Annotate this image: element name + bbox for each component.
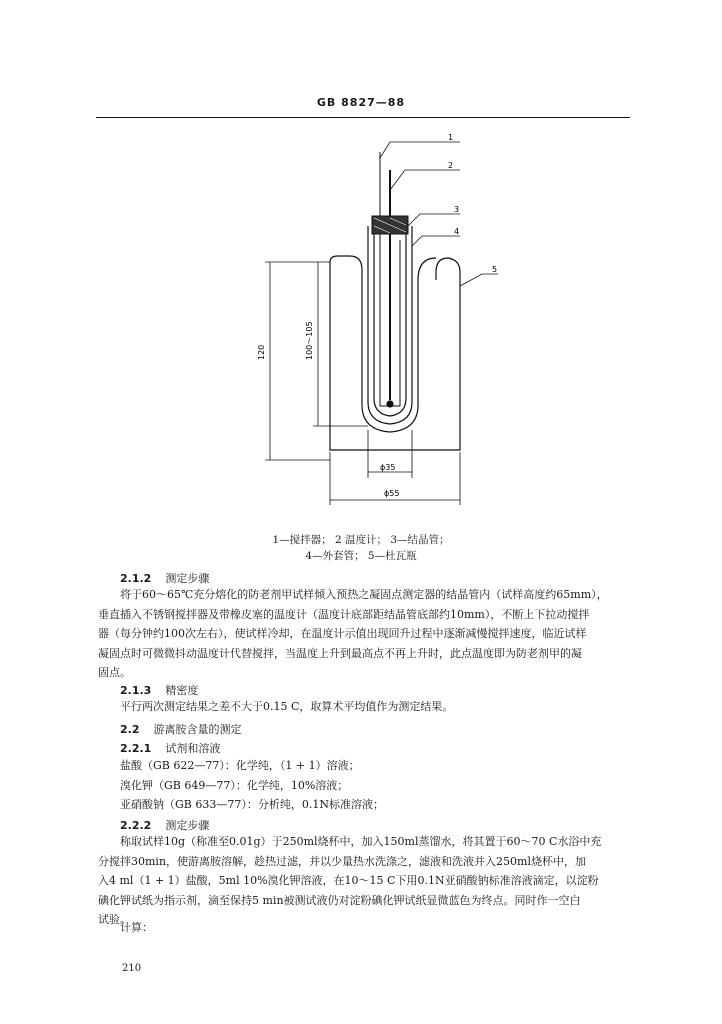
para-2-2-2: 称取试样10g（称准至0.01g）于250ml烧杯中，加入150ml蒸馏水，将其置于60～70 C水浴中充 分搅拌30min，使游离胺溶解，趁热过滤，并以少量热水洗涤之，滤液和洗液并入250ml烧杯中，加 入4 ml（1 + 1）盐酸，5ml 10%溴化钾溶液，在10～15 C下用0.1N亚硝酸钠标准溶液滴定，以淀粉 碘化钾试纸为指示剂，滴至保持5 min被测试液仍对淀粉碘化钾试纸显微蓝色为终点。同时作一空白 试验。 — [98, 835, 602, 926]
page-header: GB 8827—88 — [316, 96, 406, 109]
dim-phi55: ϕ55 — [384, 489, 400, 498]
para-2-1-3: 平行两次测定结果之差不大于0.15 C，取算术平均值作为测定结果。 — [120, 700, 454, 713]
figure-caption-line-1: 1—搅拌器； 2 温度计； 3—结晶管； — [272, 534, 450, 546]
heading-2-2-1: 2.2.1 试剂和溶液 — [120, 742, 221, 755]
heading-2-1-3: 2.1.3 精密度 — [120, 684, 199, 697]
callout-4: 4 — [454, 227, 460, 236]
heading-2-2: 2.2 游离胺含量的测定 — [120, 723, 242, 736]
dim-phi35: ϕ35 — [380, 463, 396, 472]
dim-100-105: 100～105 — [305, 321, 314, 360]
para-2-1-2: 将于60～65℃充分熔化的防老剂甲试样倾入预热之凝固点测定器的结晶管内（试样高度约65mm）， 垂直插入不锈钢搅拌器及带橡皮塞的温度计（温度计底部距结晶管底部约10mm），不断上下拉动搅拌 器（每分钟约100次左右），使试样冷却，在温度计示值出现回升过程中逐渐减慢搅拌速度，临近试样 凝固点时可微微抖动温度计代替搅拌，当温度上升到最高点不再上升时，此点温度即为防老剂甲的凝 固点。 — [98, 588, 608, 679]
callout-1: 1 — [448, 133, 454, 142]
callout-5: 5 — [492, 265, 498, 274]
page-number: 210 — [122, 963, 142, 974]
callout-2: 2 — [448, 161, 454, 170]
heading-2-2-2: 2.2.2 测定步骤 — [120, 819, 210, 832]
heading-2-1-2: 2.1.2 测定步骤 — [120, 572, 210, 585]
dewar-flask — [330, 258, 460, 450]
calc-label: 计算： — [120, 921, 153, 934]
apparatus-diagram — [250, 130, 520, 520]
figure-caption-line-2: 4—外套管； 5—杜瓦瓶 — [305, 550, 417, 562]
callout-3: 3 — [454, 205, 460, 214]
para-2-2-1: 盐酸（GB 622—77）：化学纯，（1 + 1）溶液； 溴化钾（GB 649—77）：化学纯，10%溶液； 亚硝酸钠（GB 633—77）：分析纯，0.1N标准溶液； — [120, 759, 384, 811]
header-rule — [96, 117, 630, 118]
dim-120: 120 — [257, 344, 266, 360]
